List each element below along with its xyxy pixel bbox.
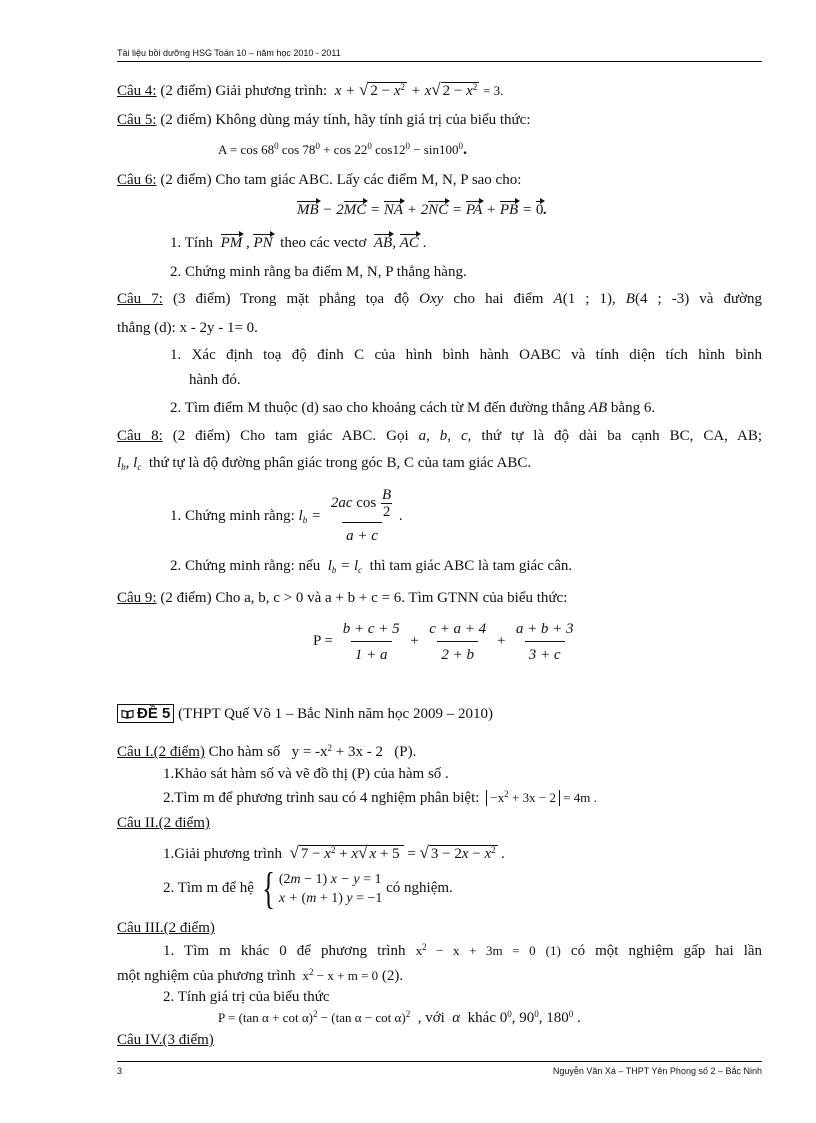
cI-item-1: 1.Khảo sát hàm số và vẽ đồ thị (P) của hàm số .	[163, 766, 449, 782]
q8-item-2-text-2: thì tam giác ABC là tam giác cân.	[369, 558, 573, 574]
q8-line-2-text: thứ tự là độ đường phân giác trong góc B, C của tam giác ABC.	[148, 455, 532, 471]
footer-rule	[117, 1061, 762, 1062]
cI-item-2-text: 2.Tìm m để phương trình sau có 4 nghiệm phân biệt:	[163, 790, 480, 806]
q5-expression: $A = \cos 68^0$ $\cos 78^0 + \cos 22^0$ $\cos 12^0 - \sin 100^0$.	[218, 141, 467, 158]
q9-text: (2 điểm) Cho a, b, c > 0 và a + b + c = 6. Tìm GTNN của biểu thức:	[160, 590, 568, 606]
q7-line-2: thẳng (d): x - 2y - 1= 0.	[117, 320, 258, 336]
cI-text-b: (P).	[394, 744, 417, 760]
cI-abs-equation: $-x^2 + 3x - 2 = 4m$ .	[483, 790, 597, 805]
cIII-tail-text: , với	[417, 1010, 445, 1026]
cII-item-2	[163, 863, 453, 913]
q6-item-1: 1. Tính PM , PN theo các vectơ AB, AC .	[170, 235, 427, 251]
cIII-expression: P = (tan α + cot α)$^2$ − (tan α − cot α)$^2$	[218, 1009, 411, 1025]
question-9	[117, 588, 567, 608]
q6-text: (2 điểm) Cho tam giác ABC. Lấy các điểm M, N, P sao cho:	[160, 172, 522, 188]
cIII-eq-1: $x^2 - x + 3m = 0$	[415, 942, 536, 958]
q7-point-b: B	[625, 291, 635, 307]
page-number: 3	[117, 1066, 123, 1076]
q7-point-a: A	[553, 291, 563, 307]
q7-line-ab: AB	[588, 400, 608, 416]
q4-label: Câu 4:	[117, 83, 157, 99]
cII-system: (2m − 1) x − y = 1 x + (m + 1) y = −1	[278, 871, 383, 906]
q8-item-2	[170, 556, 572, 576]
de5-box-label: ĐỀ 5	[137, 705, 171, 722]
system-brace: {	[261, 863, 275, 913]
q7-text-b: cho hai điểm	[453, 291, 544, 307]
q7-text-d: (4 ; -3) và đường	[634, 291, 763, 307]
q9-label: Câu 9:	[117, 590, 157, 606]
cIII-angles: $0^0$, $90^0$, $180^0$ .	[499, 1009, 581, 1026]
q6-item-2: 2. Chứng minh rằng ba điểm M, N, P thẳng hàng.	[170, 264, 467, 280]
cII-radical-equation: √ $7 - x^2 + x√$ x + 5 = √ $3 - 2x - x^2$ .	[289, 843, 506, 862]
q9-expression: P = $\frac{b + c + 5}{1 + a}$ + $\frac{c + a + 4}{2 + b}$ + $\frac{a + b + 3}{3 + c}$	[313, 620, 574, 663]
q6-item-1-vectors: PM , PN	[220, 235, 273, 251]
q8-item-1	[170, 486, 403, 546]
cIV-label: Câu IV.(3 điểm)	[117, 1032, 214, 1048]
cIII-trig-expression	[218, 1008, 581, 1028]
book-icon	[121, 709, 134, 719]
q8-bisectors: $l_b$, $l_c$	[117, 455, 142, 472]
cIII-item-1-cont	[117, 966, 403, 986]
q7-text-c: (1 ; 1),	[562, 291, 616, 307]
q5-text: (2 điểm) Không dùng máy tính, hãy tính giá trị của biểu thức:	[160, 112, 531, 128]
q8-formula: $l_b$ = 2ac cos $\frac{B}{2}$ a + c .	[298, 487, 403, 545]
cIII-item-1-text: 1. Tìm m khác 0 để phương trình	[163, 943, 406, 959]
question-5	[117, 110, 530, 130]
cI-function: $y = -x^2 + 3x - 2$	[291, 743, 383, 760]
cII-item-2-text: 2. Tìm m để hệ	[163, 880, 254, 896]
q7-item-1: 1. Xác định toạ độ đỉnh C của hình bình hành OABC và tính diện tích hình bình	[170, 347, 762, 363]
q6-label: Câu 6:	[117, 172, 157, 188]
cIII-label: Câu III.(2 điểm)	[117, 920, 215, 936]
footer-author: Nguyễn Văn Xá – THPT Yên Phong số 2 – Bắc Ninh	[552, 1066, 762, 1076]
q7-item-1-cont: hành đó.	[189, 372, 241, 388]
q6-item-1-text-2: theo các vectơ	[280, 235, 367, 251]
cIII-tag-1: (1)	[545, 943, 561, 958]
question-4	[117, 80, 503, 101]
q8-text-b: thứ tự là độ dài ba cạnh BC, CA, AB;	[481, 428, 763, 444]
cI-label: Câu I.(2 điểm)	[117, 744, 205, 760]
question-6	[117, 170, 521, 190]
q7-label: Câu 7:	[117, 291, 163, 307]
q8-sides: a, b, c,	[418, 428, 472, 444]
q4-text: (2 điểm) Giải phương trình:	[160, 83, 328, 99]
q7-oxy: Oxy	[419, 291, 444, 307]
cIII-tail-text-2: khác	[467, 1010, 496, 1026]
cIII-item-1-line-2: một nghiệm của phương trình	[117, 968, 296, 984]
q8-line-2	[117, 453, 531, 473]
q4-rhs: = 3.	[483, 83, 504, 98]
alpha-symbol: α	[448, 1010, 464, 1026]
de5-heading	[117, 704, 493, 724]
cIII-item-1-text-2: có một nghiệm gấp hai lần	[570, 943, 763, 959]
q7-item-2-text: 2. Tìm điểm M thuộc (d) sao cho khoảng cách từ M đến đường thẳng	[170, 400, 586, 416]
page-header: Tài liệu bồi dưỡng HSG Toán 10 – năm học 2010 - 2011	[117, 48, 341, 58]
header-rule	[117, 61, 762, 62]
cII-item-1-text: 1.Giải phương trình	[163, 846, 282, 862]
q6-vector-equation: MB − 2MC = NA + 2NC = PA + PB = 0.	[297, 202, 548, 218]
cI-text-a: Cho hàm số	[208, 744, 281, 760]
cI-item-2	[163, 788, 597, 808]
q8-label: Câu 8:	[117, 428, 163, 444]
q8-condition: $l_b = l_c$	[323, 558, 363, 575]
q8-text-a: (2 điểm) Cho tam giác ABC. Gọi	[172, 428, 409, 444]
q8-item-1-text: 1. Chứng minh rằng:	[170, 508, 295, 524]
question-8	[117, 426, 762, 446]
cII-item-1	[163, 843, 505, 864]
cII-item-2-text-2: có nghiệm.	[386, 880, 453, 896]
q7-item-2-text-2: bằng 6.	[610, 400, 656, 416]
q6-item-1-basis: AB, AC	[373, 235, 419, 251]
q4-equation: x + √ $2 - x^2 + x√$ $2 - x^2$	[330, 80, 478, 99]
q8-item-2-text: 2. Chứng minh rằng: nếu	[170, 558, 321, 574]
cII-label: Câu II.(2 điểm)	[117, 815, 210, 831]
de5-box	[117, 704, 174, 723]
cau-I	[117, 742, 416, 762]
q7-item-2	[170, 398, 655, 418]
de5-source: (THPT Quế Võ 1 – Bắc Ninh năm học 2009 – 2010)	[178, 706, 493, 722]
question-7	[117, 289, 762, 309]
q5-label: Câu 5:	[117, 112, 157, 128]
cIII-item-1	[117, 941, 762, 961]
cIII-item-2: 2. Tính giá trị của biểu thức	[163, 989, 330, 1005]
q6-item-1-text: 1. Tính	[170, 235, 214, 251]
cIII-eq-2: $x^2 - x + m = 0$	[299, 967, 379, 983]
q7-text-a: (3 điểm) Trong mặt phẳng tọa độ	[172, 291, 410, 307]
cIII-tag-2: (2).	[381, 968, 404, 984]
